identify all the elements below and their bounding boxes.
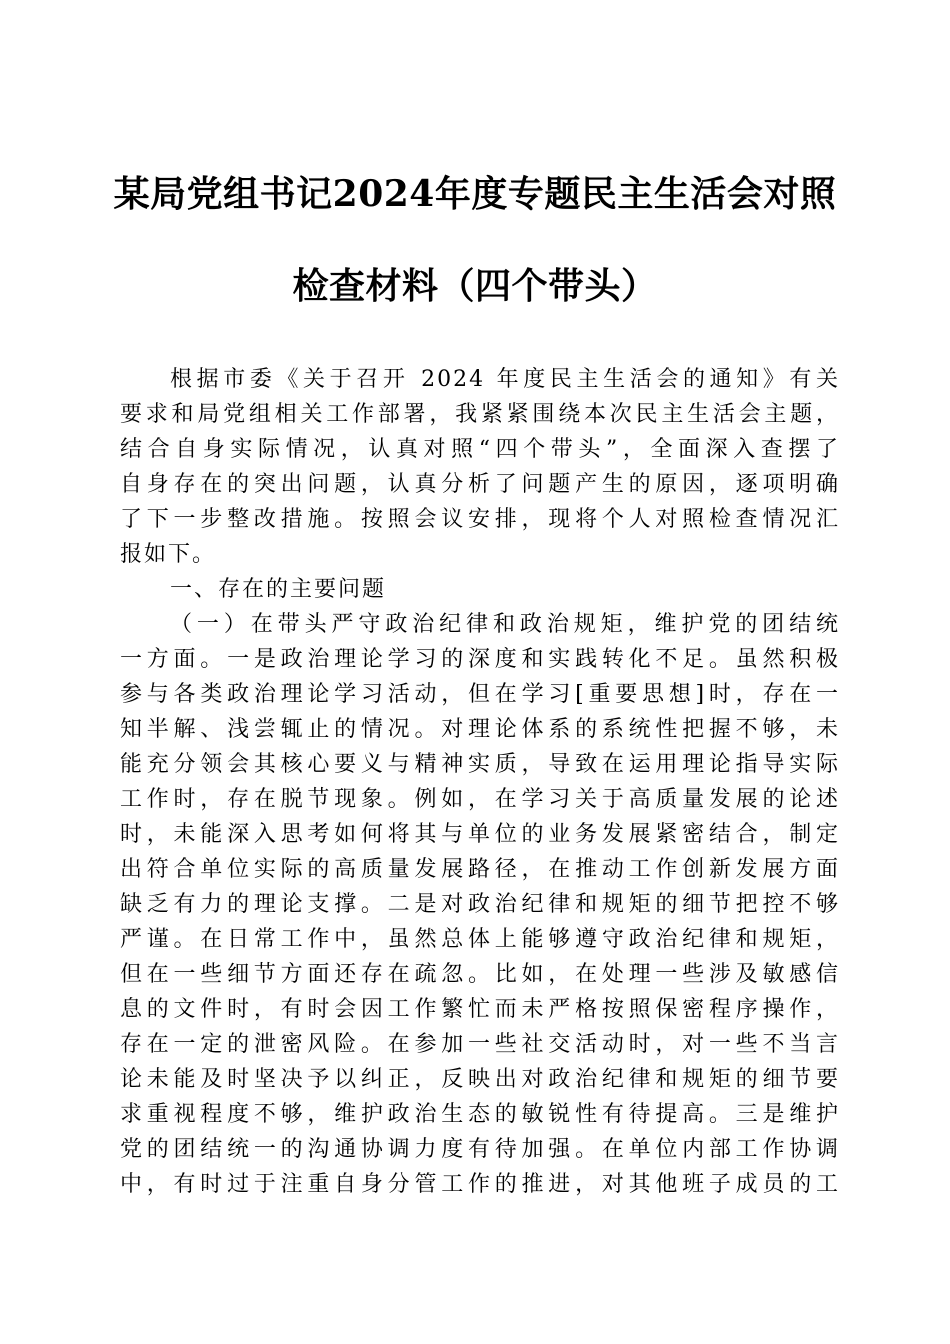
paragraph-line: 要求和局党组相关工作部署，我紧紧围绕本次民主生活会主题， [120, 402, 840, 427]
section-heading: 一、存在的主要问题 [170, 577, 387, 602]
paragraph-line: 自身存在的突出问题，认真分析了问题产生的原因，逐项明确 [120, 472, 840, 497]
paragraph-line: 求重视程度不够，维护政治生态的敏锐性有待提高。三是维护 [120, 1102, 840, 1127]
paragraph-line: 知半解、浅尝辄止的情况。对理论体系的系统性把握不够，未 [120, 717, 840, 742]
section-1-paragraph [120, 607, 840, 1202]
paragraph-line: 党的团结统一的沟通协调力度有待加强。在单位内部工作协调 [120, 1137, 840, 1162]
document-title-line-2: 检查材料（四个带头） [292, 265, 658, 307]
paragraph-line: 缺乏有力的理论支撑。二是对政治纪律和规矩的细节把控不够 [120, 892, 840, 917]
paragraph-line: 工作时，存在脱节现象。例如，在学习关于高质量发展的论述 [120, 787, 840, 812]
paragraph-line: 息的文件时，有时会因工作繁忙而未严格按照保密程序操作， [120, 997, 840, 1022]
paragraph-line: 根据市委《关于召开 2024 年度民主生活会的通知》有关 [170, 367, 840, 392]
document-title-line-1: 某局党组书记2024年度专题民主生活会对照 [113, 173, 837, 215]
paragraph-line: 参与各类政治理论学习活动，但在学习[重要思想]时，存在一 [120, 682, 840, 707]
paragraph-line: 存在一定的泄密风险。在参加一些社交活动时，对一些不当言 [120, 1032, 840, 1057]
paragraph-line: 论未能及时坚决予以纠正，反映出对政治纪律和规矩的细节要 [120, 1067, 840, 1092]
intro-paragraph [120, 362, 840, 572]
paragraph-line: （一）在带头严守政治纪律和政治规矩，维护党的团结统 [170, 612, 840, 637]
paragraph-line: 能充分领会其核心要义与精神实质，导致在运用理论指导实际 [120, 752, 840, 777]
paragraph-line: 出符合单位实际的高质量发展路径，在推动工作创新发展方面 [120, 857, 840, 882]
paragraph-line: 了下一步整改措施。按照会议安排，现将个人对照检查情况汇 [120, 507, 840, 532]
paragraph-line: 时，未能深入思考如何将其与单位的业务发展紧密结合，制定 [120, 822, 840, 847]
paragraph-line: 严谨。在日常工作中，虽然总体上能够遵守政治纪律和规矩， [120, 927, 840, 952]
paragraph-line: 中，有时过于注重自身分管工作的推进，对其他班子成员的工 [120, 1172, 840, 1197]
paragraph-line: 报如下。 [120, 542, 217, 567]
paragraph-line: 但在一些细节方面还存在疏忽。比如，在处理一些涉及敏感信 [120, 962, 840, 987]
paragraph-line: 一方面。一是政治理论学习的深度和实践转化不足。虽然积极 [120, 647, 840, 672]
paragraph-line: 结合自身实际情况，认真对照“四个带头”，全面深入查摆了 [120, 437, 840, 462]
